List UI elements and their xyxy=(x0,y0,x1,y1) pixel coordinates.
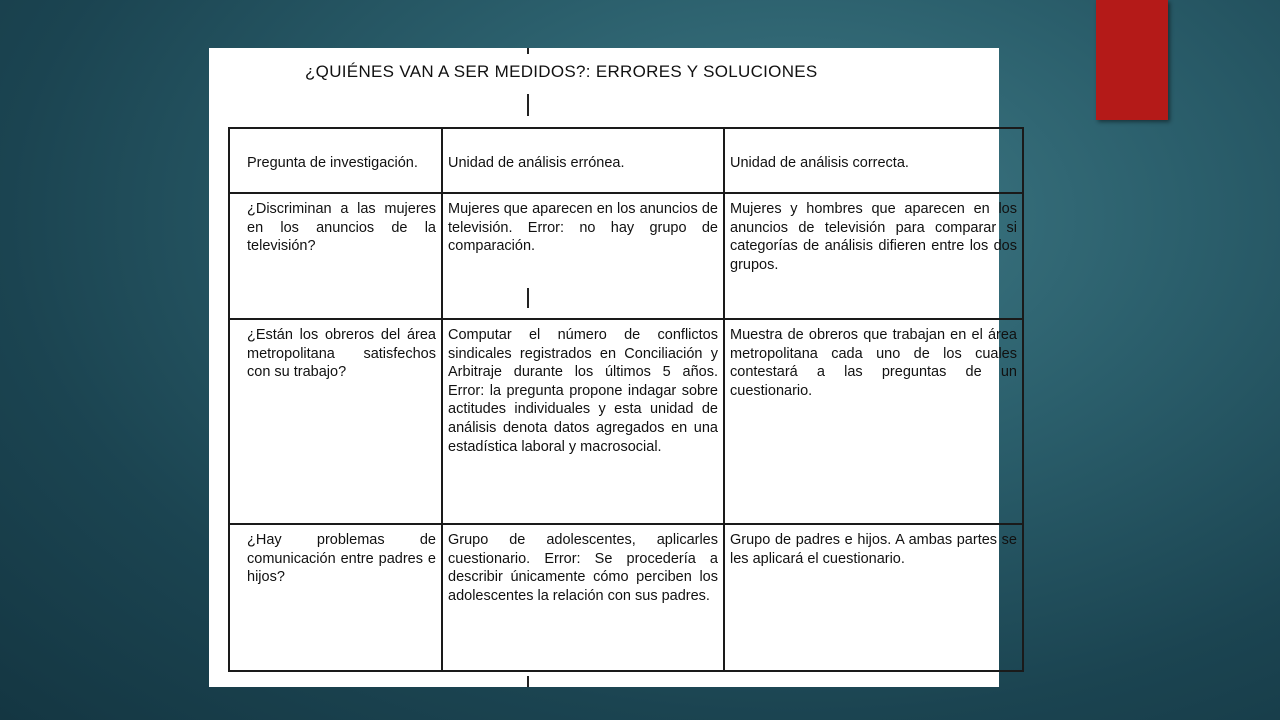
table-row xyxy=(229,524,1023,671)
cell-correct-unit: Grupo de padres e hijos. A ambas partes se les aplicará el cuestionario. xyxy=(724,524,1023,671)
table-header-row xyxy=(229,128,1023,193)
header-question: Pregunta de investigación. xyxy=(229,128,442,193)
cell-wrong-unit: Mujeres que aparecen en los anuncios de televisión. Error: no hay grupo de comparación. xyxy=(442,193,724,319)
cell-wrong-unit: Grupo de adolescentes, aplicarles cuestionario. Error: Se procedería a describir únicamente cómo perciben los adolescentes la relación con sus padres. xyxy=(442,524,724,671)
document-title: ¿QUIÉNES VAN A SER MEDIDOS?: ERRORES Y SOLUCIONES xyxy=(305,62,818,81)
header-wrong-unit: Unidad de análisis errónea. xyxy=(442,128,724,193)
cell-correct-unit: Mujeres y hombres que aparecen en los anuncios de televisión para comparar si categorías de análisis difieren entre los dos grupos. xyxy=(724,193,1023,319)
cell-question: ¿Hay problemas de comunicación entre padres e hijos? xyxy=(229,524,442,671)
header-correct-unit: Unidad de análisis correcta. xyxy=(724,128,1023,193)
cell-question: ¿Discriminan a las mujeres en los anuncios de la televisión? xyxy=(229,193,442,319)
table-row xyxy=(229,193,1023,319)
cell-correct-unit: Muestra de obreros que trabajan en el área metropolitana cada uno de los cuales contestará a las preguntas de un cuestionario. xyxy=(724,319,1023,524)
scanned-document xyxy=(209,48,1017,687)
scan-mark xyxy=(527,94,529,116)
cell-wrong-unit: Computar el número de conflictos sindicales registrados en Conciliación y Arbitraje durante los últimos 5 años. Error: la pregunta propone indagar sobre actitudes individuales y esta unidad de análisis denota datos agregados en una estadística laboral y macrosocial. xyxy=(442,319,724,524)
analysis-units-table xyxy=(228,127,1024,672)
cell-question: ¿Están los obreros del área metropolitana satisfechos con su trabajo? xyxy=(229,319,442,524)
scan-mark xyxy=(527,676,529,687)
table-row xyxy=(229,319,1023,524)
scan-mark xyxy=(527,48,529,54)
accent-bar xyxy=(1096,0,1168,120)
